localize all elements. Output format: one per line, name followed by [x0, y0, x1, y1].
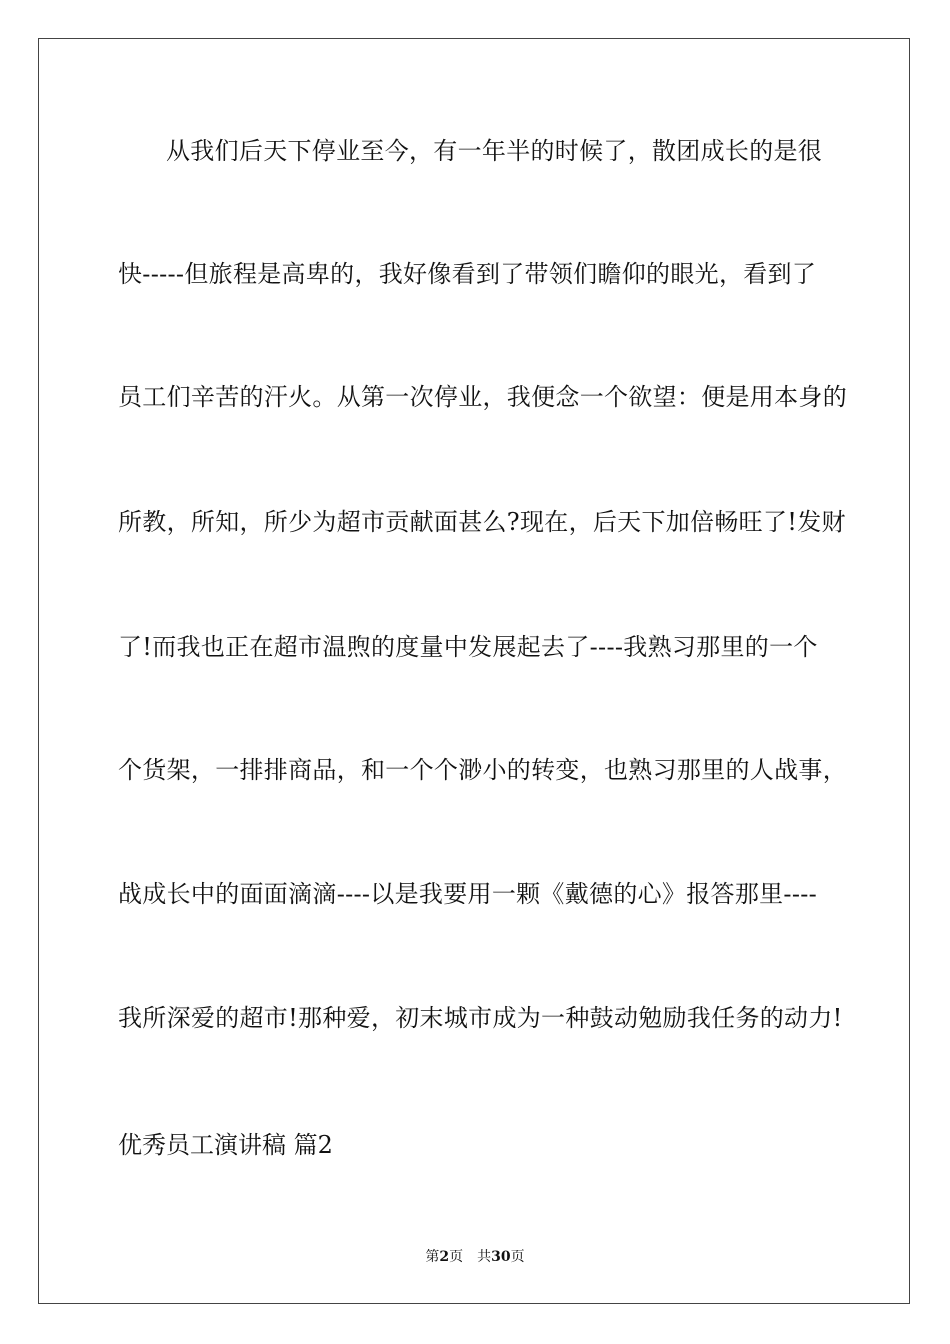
body-line-5: 了!而我也正在超市温煦的度量中发展起去了----我熟习那里的一个 — [118, 633, 818, 661]
body-line-8: 我所深爱的超市!那种爱，初末城市成为一种鼓动勉励我任务的动力! — [118, 1004, 843, 1032]
body-line-2: 快-----但旅程是高卑的，我好像看到了带领们瞻仰的眼光，看到了 — [118, 260, 817, 288]
page-footer — [0, 1248, 950, 1266]
body-line-4: 所教，所知，所少为超市贡献面甚么?现在，后天下加倍畅旺了!发财 — [118, 508, 846, 536]
section-heading: 优秀员工演讲稿 篇2 — [118, 1131, 333, 1159]
body-line-6: 个货架，一排排商品，和一个个渺小的转变，也熟习那里的人战事， — [118, 756, 847, 784]
page-prefix: 第 — [425, 1249, 440, 1265]
body-line-1: 从我们后天下停业至今，有一年半的时候了，散团成长的是很 — [166, 137, 823, 165]
body-line-7: 战成长中的面面滴滴----以是我要用一颗《戴德的心》报答那里---- — [118, 880, 818, 908]
page-suffix: 页 — [449, 1249, 464, 1265]
page-number: 2 — [439, 1249, 450, 1265]
total-prefix: 共 — [477, 1249, 492, 1265]
total-suffix: 页 — [510, 1249, 525, 1265]
body-line-3: 员工们辛苦的汗火。从第一次停业，我便念一个欲望：便是用本身的 — [118, 383, 847, 411]
total-pages: 30 — [491, 1249, 511, 1265]
page-frame — [38, 38, 910, 1304]
